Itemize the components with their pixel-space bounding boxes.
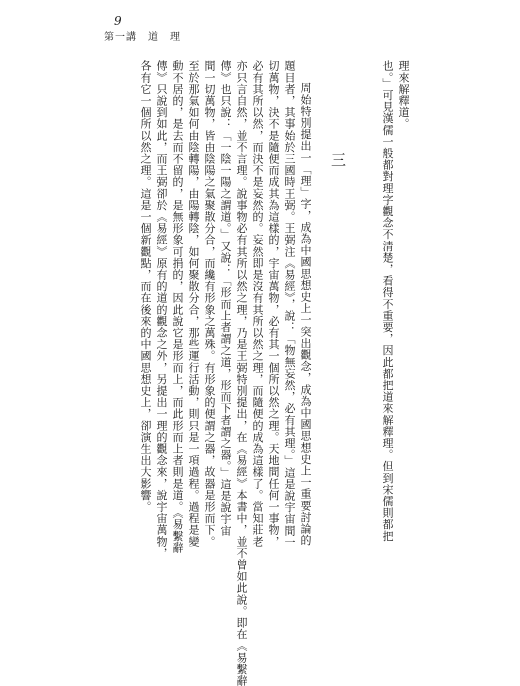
running-head: 第一講 道 理 [104, 32, 181, 43]
text-column: 理來解釋道。 [397, 60, 410, 130]
page-number: 9 [114, 14, 122, 28]
text-column: 亦只言自然，並不言理。說事物必有其所以然之理，乃是王弼特別提出，在《易經》本書中，並不曾如此說。即在《易繫辭 [235, 60, 248, 686]
text-column: 周始特別提出一「理」字，成為中國思想史上一突出觀念，成為中國思想史上一重要討論的 [299, 82, 312, 546]
text-column: 傳》只說到如此，而王弼卻於《易經》原有的道的觀念之外，另提出一理的觀念來，說宇宙萬物， [155, 60, 168, 559]
text-column: 也。」可見漢儒一般都對理字觀念不清楚，看得不重要，因此都把道來解釋理。但到宋儒則都把 [381, 60, 394, 542]
page-header [104, 14, 224, 48]
text-column: 題目者，其事始於三國時王弼。王弼注《易經》，說：「物無妄然，必有其理。」這是說宇宙間一 [283, 60, 296, 548]
section-heading: 三 [329, 152, 347, 167]
text-column: 傳》也只說：「一陰一陽之謂道。」又說：「形而上者謂之道，形而下者謂之器。」這是說宇宙 [219, 60, 232, 537]
text-column: 切萬物，決不是隨便而成其為這樣的，宇宙萬物，必有其一個所以然之理。天地間任何一事物， [267, 60, 280, 548]
text-column: 間一切萬物，皆由陰陽之氣聚散分合，而纔有形象之萬殊。有形象的便謂之器，故器是形而下。 [203, 60, 216, 548]
text-column: 必有其所以然，而決不是妄然的。妄然即是沒有其所以然之理，而隨便的成為這樣了。當知莊老 [251, 60, 264, 548]
body-text [112, 60, 422, 686]
text-column: 各有它一個所以然之理。這是一個新觀點，而在後來的中國思想史上，卻演生出大影響。 [139, 60, 152, 513]
text-column: 至於那氣如何由陰轉陽，由陽轉陰，如何聚散分合，那些運行活動，則只是一項過程。過程是變 [187, 60, 200, 548]
text-column: 動不居的，是去而不留的，是無形象可捐的，因此說它是形而上，而此形而上者則是道。《易繫辭 [171, 60, 184, 554]
